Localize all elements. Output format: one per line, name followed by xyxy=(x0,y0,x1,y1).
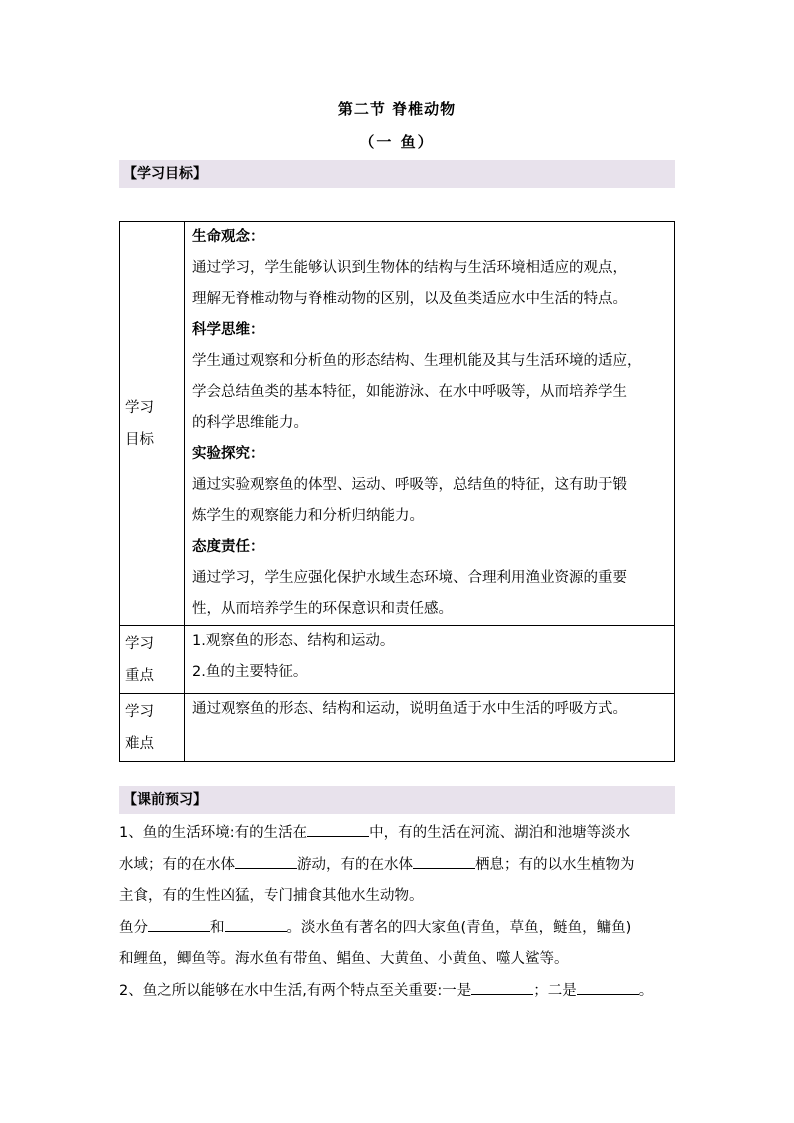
key-points-label-line1: 学习 xyxy=(125,636,154,652)
goal-text-line: 通过学习，学生能够认识到生物体的结构与生活环境相适应的观点， xyxy=(192,260,627,276)
key-points-label-line2: 重点 xyxy=(125,668,154,684)
preview-text: ；二是 xyxy=(533,982,577,999)
fill-blank[interactable] xyxy=(235,854,297,869)
goal-text-line: 理解无脊椎动物与脊椎动物的区别，以及鱼类适应水中生活的特点。 xyxy=(192,291,627,307)
goal-heading-attitude: 态度责任： xyxy=(192,539,265,555)
fill-blank[interactable] xyxy=(577,980,639,995)
goal-text-line: 性，从而培养学生的环保意识和责任感。 xyxy=(192,601,453,617)
goal-text-line: 学会总结鱼类的基本特征，如能游泳、在水中呼吸等，从而培养学生 xyxy=(192,384,627,400)
goal-heading-thinking: 科学思维： xyxy=(192,322,265,338)
key-points-label xyxy=(120,626,185,694)
key-points-content xyxy=(185,626,675,694)
preview-content xyxy=(119,818,681,1007)
fill-blank[interactable] xyxy=(413,854,475,869)
preview-text: 。淡水鱼有著名的四大家鱼(青鱼，草鱼，鲢鱼，鳙鱼) xyxy=(286,919,632,936)
page-subtitle: （一 鱼） xyxy=(359,133,435,151)
goal-heading-experiment: 实验探究： xyxy=(192,446,265,462)
preview-text: 。 xyxy=(638,982,654,999)
page-title: 第二节 脊椎动物 xyxy=(337,100,457,118)
preview-text: 水域；有的在水体 xyxy=(119,856,235,873)
goal-text-line: 通过学习，学生应强化保护水域生态环境、合理利用渔业资源的重要 xyxy=(192,570,627,586)
difficulty-text: 通过观察鱼的形态、结构和运动，说明鱼适于水中生活的呼吸方式。 xyxy=(192,701,627,717)
key-point-item: 2.鱼的主要特征。 xyxy=(192,664,308,680)
preview-section-header: 【课前预习】 xyxy=(119,786,675,814)
preview-text: 2、鱼之所以能够在水中生活,有两个特点至关重要:一是 xyxy=(119,982,472,999)
preview-text: 游动，有的在水体 xyxy=(297,856,413,873)
objectives-table xyxy=(119,221,675,762)
table-row-goals xyxy=(120,222,675,626)
key-point-item: 1.观察鱼的形态、结构和运动。 xyxy=(192,633,395,649)
difficulties-label xyxy=(120,694,185,762)
fill-blank[interactable] xyxy=(225,917,287,932)
preview-line xyxy=(119,976,681,1008)
preview-line xyxy=(119,818,681,850)
preview-line xyxy=(119,944,681,976)
fill-blank[interactable] xyxy=(148,917,210,932)
goal-heading-life: 生命观念： xyxy=(192,229,265,245)
preview-text: 中，有的生活在河流、湖泊和池塘等淡水 xyxy=(369,825,631,841)
preview-line xyxy=(119,850,681,882)
preview-text: 和鲤鱼，鲫鱼等。海水鱼有带鱼、鲳鱼、大黄鱼、小黄鱼、噬人鲨等。 xyxy=(119,951,569,967)
preview-text: 鱼分 xyxy=(119,919,148,936)
goal-text-line: 炼学生的观察能力和分析归纳能力。 xyxy=(192,508,424,524)
preview-line xyxy=(119,913,681,945)
goals-label-line2: 目标 xyxy=(125,431,154,448)
fill-blank[interactable] xyxy=(471,980,533,995)
fill-blank[interactable] xyxy=(307,822,369,837)
goals-label xyxy=(120,222,185,626)
difficulties-label-line2: 难点 xyxy=(125,736,154,752)
table-row-difficulties xyxy=(120,694,675,762)
table-row-key-points xyxy=(120,626,675,694)
preview-line xyxy=(119,881,681,913)
objectives-section-header: 【学习目标】 xyxy=(119,160,675,188)
goal-text-line: 的科学思维能力。 xyxy=(192,415,308,431)
difficulties-label-line1: 学习 xyxy=(125,704,154,720)
goal-text-line: 学生通过观察和分析鱼的形态结构、生理机能及其与生活环境的适应， xyxy=(192,353,642,369)
preview-text: 主食，有的生性凶猛，专门捕食其他水生动物。 xyxy=(119,888,424,904)
goals-label-line1: 学习 xyxy=(125,399,154,416)
difficulties-content xyxy=(185,694,675,762)
goal-text-line: 通过实验观察鱼的体型、运动、呼吸等，总结鱼的特征，这有助于锻 xyxy=(192,477,627,493)
preview-text: 1、鱼的生活环境:有的生活在 xyxy=(119,825,308,841)
preview-text: 和 xyxy=(210,919,225,936)
preview-text: 栖息；有的以水生植物为 xyxy=(475,856,635,873)
goals-content xyxy=(185,222,675,626)
